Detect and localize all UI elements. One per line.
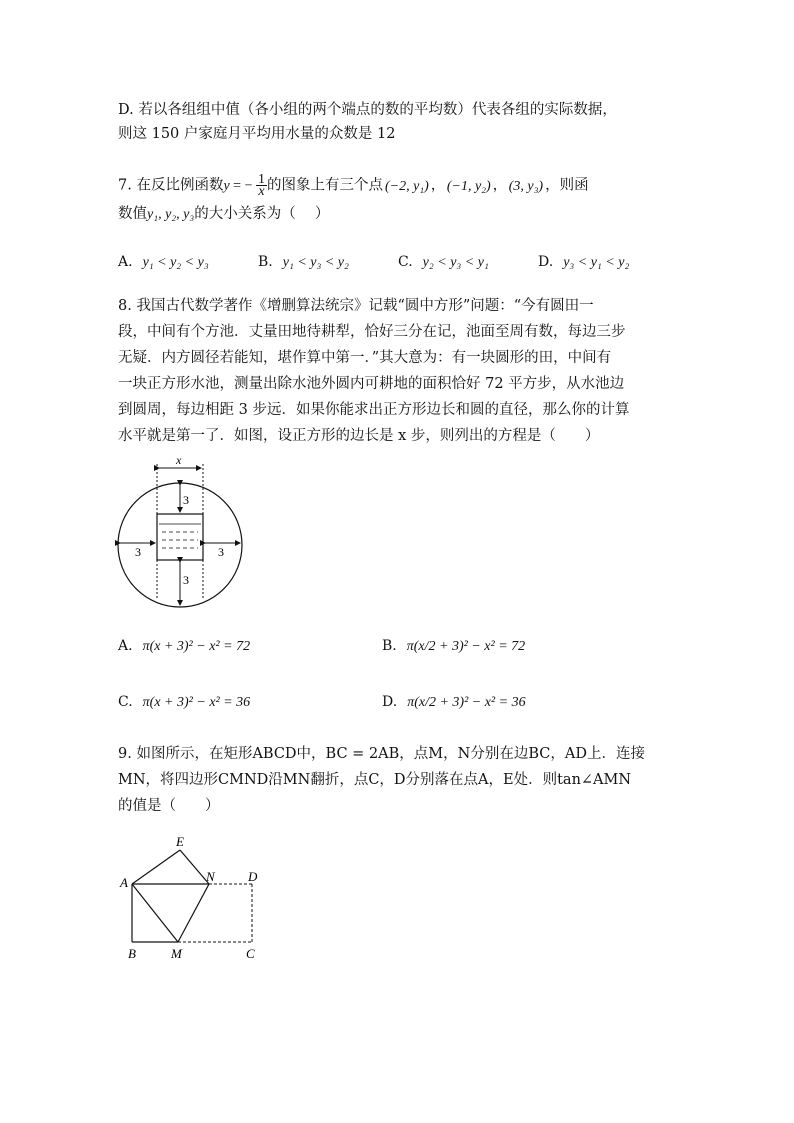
q7-option-d-label: D.: [538, 254, 554, 270]
q7-point-1: (−2, y₁): [384, 178, 429, 194]
q7-option-a[interactable]: [118, 252, 209, 273]
q9-figure: [112, 828, 272, 964]
q8-option-b-text: π(x/2 + 3)² − x² = 72: [406, 639, 526, 654]
q8-option-d-text: π(x/2 + 3)² − x² = 36: [407, 695, 526, 710]
q7-option-c[interactable]: [398, 252, 489, 273]
q7-line2-prefix: 数值: [118, 206, 147, 222]
label-a: A: [120, 875, 128, 890]
q7-option-b[interactable]: [258, 252, 349, 273]
q8-option-c-text: π(x + 3)² − x² = 36: [142, 695, 251, 710]
q7-option-b-text: y₁ < y₃ < y₂: [282, 255, 349, 270]
x-label: x: [176, 453, 182, 467]
side-am: [132, 884, 178, 942]
q8-line1: 8. 我国古代数学著作《增删算法统宗》记载“圆中方形”问题：“今有圆田一: [118, 298, 594, 314]
q8-option-d-label: D.: [382, 694, 398, 710]
q7-option-a-label: A.: [118, 254, 133, 270]
q7-option-a-text: y₁ < y₂ < y₃: [142, 255, 209, 270]
q7-point-2: (−1, y₂): [446, 178, 491, 194]
top-distance-label: 3: [183, 493, 189, 507]
q8-option-b-label: B.: [382, 638, 397, 654]
q6-option-d-line1: D. 若以各组组中值（各小组的两个端点的数的平均数）代表各组的实际数据，: [118, 102, 617, 118]
q8-line3: 无疑．内方圆径若能知，堪作算中第一．”其大意为：有一块圆形的田，中间有: [118, 350, 612, 366]
q7-fraction: [256, 174, 267, 197]
label-n: N: [206, 869, 215, 884]
label-m: M: [171, 946, 182, 961]
q7-option-c-text: y₂ < y₃ < y₁: [422, 255, 489, 270]
q8-option-d[interactable]: [382, 692, 526, 713]
left-distance-label: 3: [135, 545, 141, 559]
q7-option-c-label: C.: [398, 254, 413, 270]
label-b: B: [128, 946, 136, 961]
q8-option-a-text: π(x + 3)² − x² = 72: [142, 639, 251, 654]
q9-line3: 的值是（ ）: [118, 798, 220, 814]
q8-line5: 到圆周，每边相距 3 步远．如果你能求出正方形边长和圆的直径，那么你的计算: [118, 402, 630, 418]
q7-line2: [118, 204, 329, 225]
q8-line4: 一块正方形水池，测量出除水池外圆内可耕地的面积恰好 72 平方步，从水池边: [118, 376, 625, 392]
side-ae: [132, 850, 180, 884]
q6-option-d-line2: 则这 150 户家庭月平均用水量的众数是 12: [118, 126, 396, 142]
q8-line2: 段，中间有个方池．丈量田地待耕犁，恰好三分在记，池面至周有数，每边三步: [118, 324, 626, 340]
q8-option-c-label: C.: [118, 694, 133, 710]
q7-values: y₁, y₂, y₃: [147, 207, 195, 222]
q7-line2-suffix: 的大小关系为（ ）: [194, 206, 330, 222]
q7-mid: 的图象上有三个点: [266, 177, 383, 194]
square-pool: [157, 514, 203, 560]
q7-option-d[interactable]: [538, 252, 629, 273]
q9-line2: MN，将四边形CMND沿MN翻折，点C，D分别落在点A，E处．则tan∠AMN: [118, 772, 632, 788]
q7-func-lhs: y: [223, 178, 230, 194]
q7-option-b-label: B.: [258, 254, 273, 270]
q7-option-d-text: y₃ < y₁ < y₂: [563, 255, 630, 270]
q7-func-eq: = −: [229, 178, 256, 194]
q7-frac-den: x: [258, 184, 265, 199]
q7-suffix: ，则函: [545, 177, 589, 194]
q7-prefix: 7. 在反比例函数: [118, 177, 224, 194]
label-d: D: [248, 869, 258, 884]
q7-point-3: (3, y₃): [508, 178, 544, 194]
bottom-distance-label: 3: [183, 573, 189, 587]
q8-line6: 水平就是第一了．如图，设正方形的边长是 x 步，则列出的方程是（ ）: [118, 428, 600, 444]
q8-option-c[interactable]: [118, 692, 250, 713]
q8-figure: [110, 452, 260, 612]
side-en: [180, 850, 209, 884]
label-c: C: [246, 946, 255, 961]
q8-option-a-label: A.: [118, 638, 133, 654]
q8-option-a[interactable]: [118, 636, 250, 657]
right-distance-label: 3: [218, 545, 224, 559]
side-nm: [178, 884, 209, 942]
q7-line1: 7. 在反比例函数y = − $\frac{1}{x}$ 的图象上有三个点 (−2, y₁) ， (−1, y₂) ， (3, y₃) ，则函: [118, 172, 589, 199]
q9-line1: 9. 如图所示，在矩形ABCD中，BC = 2AB，点M，N分别在边BC，AD上．连接: [118, 746, 645, 762]
label-e: E: [176, 834, 184, 849]
q8-option-b[interactable]: [382, 636, 525, 657]
q7-frac-num: 1: [257, 172, 265, 187]
